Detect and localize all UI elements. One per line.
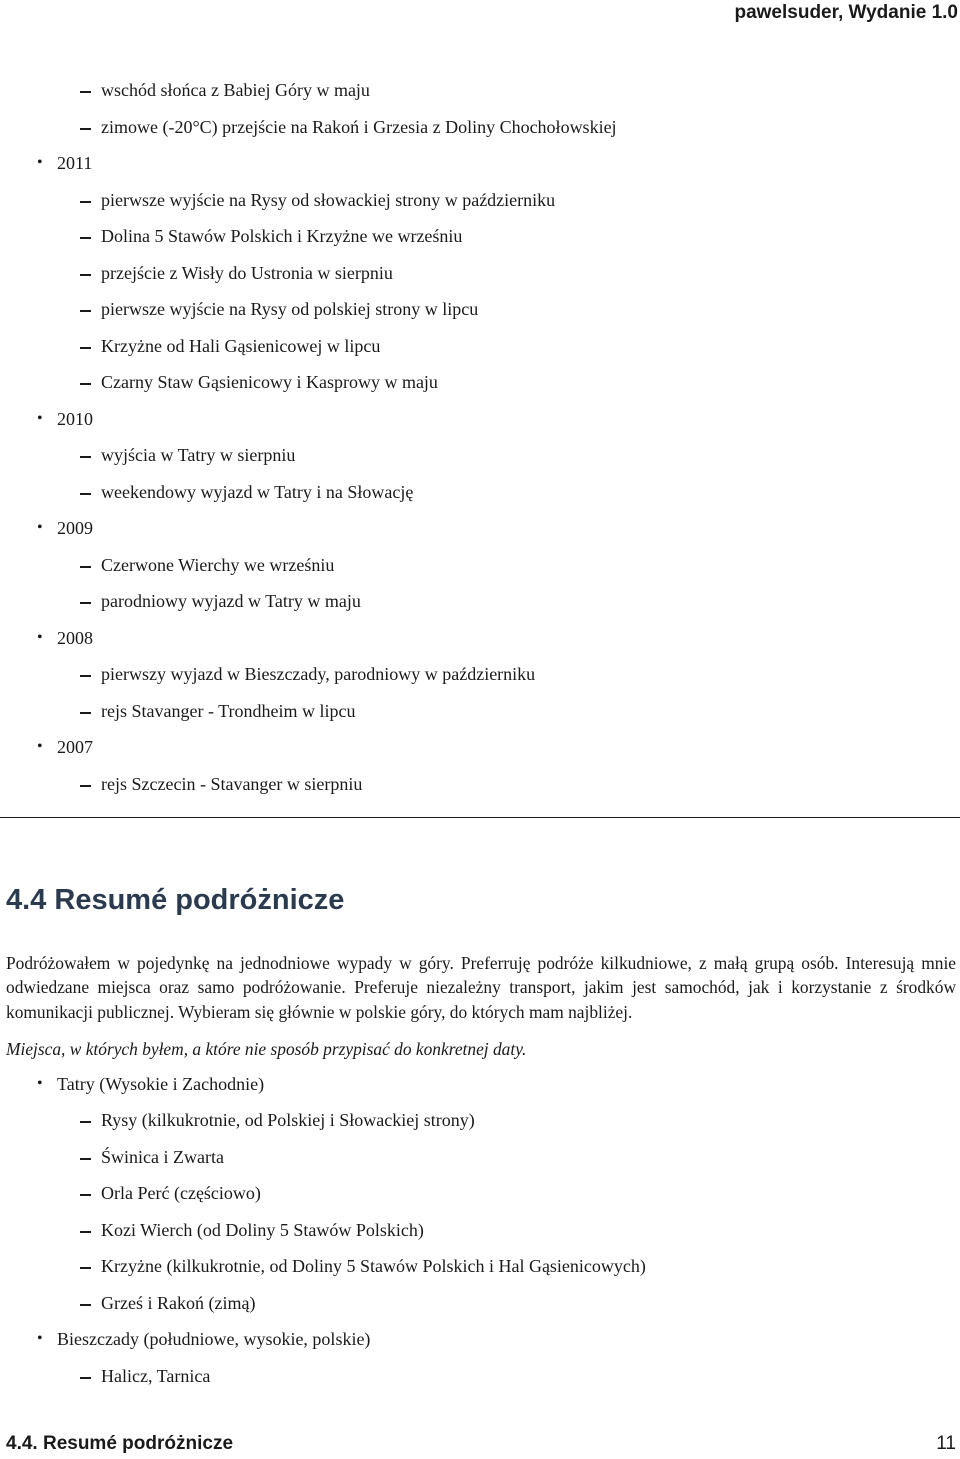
list-item xyxy=(0,1066,960,1103)
sub-list-item xyxy=(0,474,960,511)
list-item-text: wschód słońca z Babiej Góry w maju xyxy=(101,80,370,100)
list-item-text: Kozi Wierch (od Doliny 5 Stawów Polskich) xyxy=(101,1219,424,1240)
list-item-text: 2010 xyxy=(57,408,93,429)
sub-list-item xyxy=(0,218,960,255)
bullet-icon: • xyxy=(37,738,43,755)
section-divider xyxy=(0,817,960,818)
sub-list-item xyxy=(0,1285,960,1322)
list-item-text: wyjścia w Tatry w sierpniu xyxy=(101,445,296,465)
list-item-text: Dolina 5 Stawów Polskich i Krzyżne we wrześniu xyxy=(101,226,463,246)
list-item-text: Bieszczady (południowe, wysokie, polskie) xyxy=(57,1329,371,1349)
list-item-text: Rysy (kilkukrotnie, od Polskiej i Słowackiej strony) xyxy=(101,1110,475,1130)
sub-list-item xyxy=(0,72,960,109)
sub-list-item xyxy=(0,766,960,803)
list-item xyxy=(0,729,960,766)
places-list xyxy=(0,1066,960,1395)
sub-list-item xyxy=(0,1212,960,1249)
sub-list-item xyxy=(0,547,960,584)
sub-list-item xyxy=(0,255,960,292)
italic-note: Miejsca, w których byłem, a które nie sposób przypisać do konkretnej daty. xyxy=(6,1039,527,1059)
bullet-icon: • xyxy=(37,154,43,171)
sub-list-item xyxy=(0,328,960,365)
sub-list-item xyxy=(0,1358,960,1395)
list-item-text: Halicz, Tarnica xyxy=(101,1365,211,1386)
bullet-icon: • xyxy=(37,628,43,646)
list-item xyxy=(0,401,960,438)
list-item-text: weekendowy wyjazd w Tatry i na Słowację xyxy=(101,481,414,502)
list-item-text: Orla Perć (częściowo) xyxy=(101,1183,261,1203)
bullet-icon: • xyxy=(37,1330,43,1347)
list-item-text: 2007 xyxy=(57,737,93,757)
list-item-text: Krzyżne (kilkukrotnie, od Doliny 5 Stawów Polskich i Hal Gąsienicowych) xyxy=(101,1256,646,1276)
bullet-icon: • xyxy=(37,409,43,427)
timeline-list xyxy=(0,72,960,802)
sub-list-item xyxy=(0,291,960,328)
list-item-text: parodniowy wyjazd w Tatry w maju xyxy=(101,591,361,611)
bullet-icon: • xyxy=(37,519,43,536)
list-item xyxy=(0,510,960,547)
sub-list-item xyxy=(0,109,960,146)
list-item xyxy=(0,145,960,182)
list-item-text: Grześ i Rakoń (zimą) xyxy=(101,1292,256,1313)
list-item-text: 2008 xyxy=(57,627,93,648)
footer-section-title: 4.4. Resumé podróżnicze xyxy=(6,1433,234,1454)
list-item-text: Tatry (Wysokie i Zachodnie) xyxy=(57,1073,265,1094)
list-item-text: Czerwone Wierchy we wrześniu xyxy=(101,554,335,575)
sub-list-item xyxy=(0,1175,960,1212)
list-item xyxy=(0,620,960,657)
sub-list-item xyxy=(0,693,960,730)
list-item-text: pierwszy wyjazd w Bieszczady, parodniowy w październiku xyxy=(101,664,536,684)
page-number: 11 xyxy=(936,1433,956,1454)
sub-list-item xyxy=(0,1102,960,1139)
section-paragraph: Podróżowałem w pojedynkę na jednodniowe wypady w góry. Preferruję podróże kilkudniowe, z małą grupą osób. Interesują mnie odwiedzane miejsca oraz samo podróżowanie. Preferuje niezależny transport, jakim jest samochód, jak i korzystanie z środków komunikacji publicznej. Wybieram się głównie w polskie góry, do których mam najbliżej. xyxy=(6,953,956,1022)
list-item-text: pierwsze wyjście na Rysy od polskiej strony w lipcu xyxy=(101,299,479,319)
list-item-text: przejście z Wisły do Ustronia w sierpniu xyxy=(101,262,393,283)
running-header: pawelsuder, Wydanie 1.0 xyxy=(734,2,958,23)
sub-list-item xyxy=(0,437,960,474)
sub-list-item xyxy=(0,1139,960,1176)
list-item-text: zimowe (-20°C) przejście na Rakoń i Grzesia z Doliny Chochołowskiej xyxy=(101,116,617,137)
list-item-text: rejs Stavanger - Trondheim w lipcu xyxy=(101,700,356,721)
list-item-text: rejs Szczecin - Stavanger w sierpniu xyxy=(101,773,363,794)
list-item-text: Krzyżne od Hali Gąsienicowej w lipcu xyxy=(101,335,381,356)
sub-list-item xyxy=(0,182,960,219)
bullet-icon: • xyxy=(37,1074,43,1092)
list-item xyxy=(0,1321,960,1358)
list-item-text: pierwsze wyjście na Rysy od słowackiej strony w październiku xyxy=(101,189,556,210)
sub-list-item xyxy=(0,364,960,401)
sub-list-item xyxy=(0,583,960,620)
list-item-text: Świnica i Zwarta xyxy=(101,1146,224,1167)
sub-list-item xyxy=(0,1248,960,1285)
list-item-text: 2011 xyxy=(57,153,93,173)
list-item-text: Czarny Staw Gąsienicowy i Kasprowy w maju xyxy=(101,372,438,392)
list-item-text: 2009 xyxy=(57,518,93,538)
sub-list-item xyxy=(0,656,960,693)
section-heading: 4.4 Resumé podróżnicze xyxy=(6,884,345,916)
